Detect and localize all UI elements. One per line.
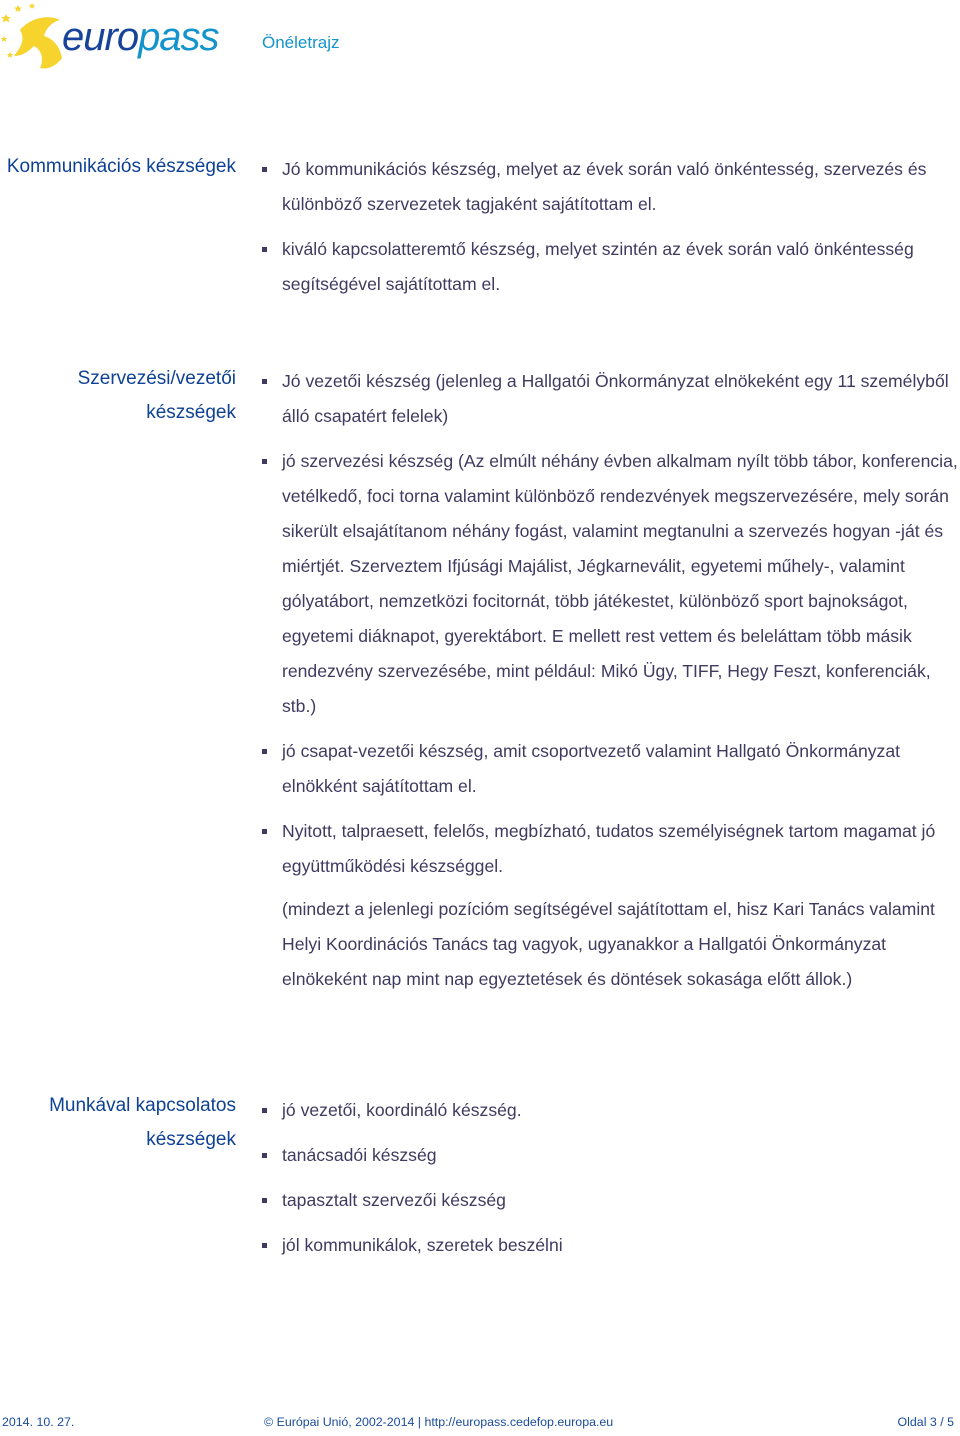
list-item: tanácsadói készség (262, 1138, 960, 1173)
list-item: tapasztalt szervezői készség (262, 1183, 960, 1218)
section-label: Szervezési/vezetői készségek (77, 368, 236, 423)
list-item: jó csapat-vezetői készség, amit csoportvezető valamint Hallgató Önkormányzat elnökként sajátítottam el. (262, 734, 960, 804)
list-item: Jó vezetői készség (jelenleg a Hallgatói Önkormányzat elnökeként egy 11 személyből álló csapatért felelek) (262, 364, 960, 434)
bullet-icon (262, 247, 267, 252)
bullet-icon (262, 749, 267, 754)
list-item: kiváló kapcsolatteremtő készség, melyet szintén az évek során való önkéntesség segítségével sajátítottam el. (262, 232, 960, 302)
europass-logo (0, 0, 240, 75)
footer-page-number: Oldal 3 / 5 (897, 1415, 954, 1429)
bullet-icon (262, 1153, 267, 1158)
bullet-icon (262, 379, 267, 384)
section-label: Munkával kapcsolatos készségek (49, 1095, 236, 1150)
list-item: Jó kommunikációs készség, melyet az évek során való önkéntesség, szervezés és különböző szervezetek tagjaként sajátítottam el. (262, 152, 960, 222)
footer-copyright-link[interactable]: © Európai Unió, 2002-2014 | http://europass.cedefop.europa.eu (264, 1415, 614, 1429)
skill-list (262, 364, 960, 1007)
skill-list (262, 1093, 960, 1273)
bullet-icon (262, 167, 267, 172)
list-item: Nyitott, talpraesett, felelős, megbízható, tudatos személyiségnek tartom magamat jó együttműködési készséggel. (262, 814, 960, 884)
note-paragraph: (mindezt a jelenlegi pozícióm segítségével sajátítottam el, hisz Kari Tanács valamint Helyi Koordinációs Tanács tag vagyok, ugyanakkor a Hallgatói Önkormányzat elnökeként nap mint nap egyeztetések és döntések sokasága előtt állok.) (282, 899, 935, 989)
bullet-icon (262, 829, 267, 834)
list-item: jól kommunikálok, szeretek beszélni (262, 1228, 960, 1263)
page-footer (0, 1415, 960, 1433)
bullet-icon (262, 1243, 267, 1248)
section-label: Kommunikációs készségek (6, 156, 236, 177)
bullet-icon (262, 1198, 267, 1203)
skill-list (262, 152, 960, 312)
svg-text:europass: europass (62, 15, 219, 59)
list-item: jó szervezési készség (Az elmúlt néhány évben alkalmam nyílt több tábor, konferencia, vetélkedő, foci torna valamint különböző rendezvények megszervezésére, mely során sikerült elsajátítanom néhány fogást, valamint megtanulni a szervezés hogyan -ját és miértjét. Szerveztem Ifjúsági Majálist, Jégkarneválit, egyetemi műhely-, valamint gólyatábort, nemzetközi focitornát, több játékestet, különböző sport bajnokságot, egyetemi diáknapot, gyerektábort. E mellett rest vettem és beleláttam több másik rendezvény szervezésébe, mint például: Mikó Ügy, TIFF, Hegy Feszt, konferenciák, stb.) (262, 444, 960, 724)
bullet-icon (262, 1108, 267, 1113)
document-title: Önéletrajz (262, 33, 340, 52)
bullet-icon (262, 459, 267, 464)
footer-date: 2014. 10. 27. (2, 1415, 75, 1429)
list-item: jó vezetői, koordináló készség. (262, 1093, 960, 1128)
